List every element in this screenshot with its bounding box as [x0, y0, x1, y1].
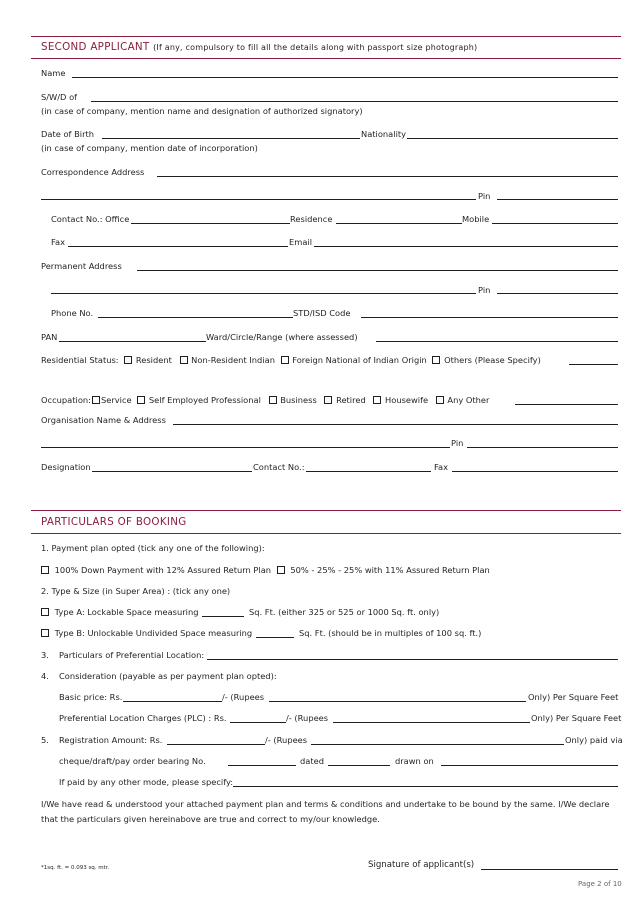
permanent-field-2[interactable]: [51, 293, 476, 294]
occ-opt-business: Business: [280, 395, 317, 405]
contact-no-field[interactable]: [306, 471, 431, 472]
type-b-note: Sq. Ft. (should be in multiples of 100 sq. ft.): [299, 628, 482, 638]
residential-status-row: [41, 355, 541, 366]
designation-field[interactable]: [92, 471, 252, 472]
booking-item-2: 2. Type & Size (in Super Area) : (tick any one): [41, 586, 231, 596]
checkbox-type-a[interactable]: [41, 608, 49, 616]
basic-rupees-label: /- (Rupees: [222, 692, 265, 702]
section-bottom-rule: [31, 58, 621, 59]
plc-field[interactable]: [230, 722, 286, 723]
page-number: Page 2 of 10: [578, 880, 622, 888]
booking-top-rule: [31, 510, 621, 511]
type-b-size-field[interactable]: [256, 637, 294, 638]
basic-rupees-words-field[interactable]: [269, 701, 526, 702]
mobile-label: Mobile: [462, 214, 490, 224]
ward-label: Ward/Circle/Range (where assessed): [206, 332, 358, 342]
checkbox-housewife[interactable]: [373, 396, 381, 404]
correspondence-pin-field[interactable]: [497, 199, 618, 200]
res-opt-others: Others (Please Specify): [444, 355, 541, 365]
type-b-row: [41, 628, 252, 639]
res-opt-foreign: Foreign National of Indian Origin: [292, 355, 427, 365]
plc-rupees-label: /- (Rupees: [286, 713, 329, 723]
plc-label: Preferential Location Charges (PLC) : Rs.: [59, 713, 227, 723]
type-a-label: Type A: Lockable Space measuring: [54, 607, 199, 617]
occ-opt-retired: Retired: [336, 395, 366, 405]
section-top-rule: [31, 36, 621, 37]
type-a-note: Sq. Ft. (either 325 or 525 or 1000 Sq. ft. only): [249, 607, 440, 617]
occupation-other-field[interactable]: [515, 404, 618, 405]
checkbox-service[interactable]: [92, 396, 100, 404]
reg-amount-label: Registration Amount: Rs.: [59, 735, 163, 745]
reg-rupees-label: /- (Rupees: [265, 735, 308, 745]
correspondence-field-2[interactable]: [41, 199, 476, 200]
plan-100-label: 100% Down Payment with 12% Assured Return Plan: [54, 565, 272, 575]
pin-label-2: Pin: [478, 285, 491, 295]
org-address-field-1[interactable]: [173, 424, 618, 425]
res-opt-nri: Non-Resident Indian: [191, 355, 275, 365]
contact-office-field[interactable]: [131, 223, 290, 224]
basic-only-psf: Only) Per Square Feet: [528, 692, 619, 702]
section-title-text: SECOND APPLICANT: [41, 41, 150, 53]
checkbox-foreign-national[interactable]: [281, 356, 289, 364]
type-a-row: [41, 607, 198, 618]
cheque-no-field[interactable]: [228, 765, 296, 766]
occupation-row: [41, 395, 489, 406]
type-a-size-field[interactable]: [202, 616, 244, 617]
drawn-on-field[interactable]: [441, 765, 618, 766]
occ-opt-service: Service: [100, 395, 132, 405]
item-4-number: 4.: [41, 671, 49, 681]
mobile-field[interactable]: [492, 223, 618, 224]
fax-field[interactable]: [68, 246, 288, 247]
checkbox-plan-50[interactable]: [277, 566, 285, 574]
checkbox-self-employed[interactable]: [137, 396, 145, 404]
reg-rupees-words-field[interactable]: [311, 744, 564, 745]
item-3-label: Particulars of Preferential Location:: [59, 650, 205, 660]
nationality-field[interactable]: [407, 138, 618, 139]
nationality-label: Nationality: [361, 129, 407, 139]
plc-only-psf: Only) Per Square Feet: [531, 713, 622, 723]
org-address-field-2[interactable]: [41, 447, 450, 448]
checkbox-plan-100[interactable]: [41, 566, 49, 574]
other-mode-label: If paid by any other mode, please specify:: [59, 777, 234, 787]
std-field[interactable]: [361, 317, 618, 318]
contact-no-label: Contact No.:: [253, 462, 305, 472]
conversion-note: *1sq. ft. = 0.093 sq. mtr.: [41, 865, 110, 871]
contact-office-label: Contact No.: Office: [51, 214, 130, 224]
fax2-field[interactable]: [452, 471, 618, 472]
phone-field[interactable]: [98, 317, 293, 318]
type-b-label: Type B: Unlockable Undivided Space measuring: [54, 628, 253, 638]
pan-field[interactable]: [59, 341, 206, 342]
other-mode-field[interactable]: [233, 786, 618, 787]
pan-label: PAN: [41, 332, 58, 342]
section-subtitle: (If any, compulsory to fill all the details along with passport size photograph): [153, 43, 478, 52]
correspondence-field-1[interactable]: [157, 176, 618, 177]
basic-price-label: Basic price: Rs.: [59, 692, 123, 702]
booking-item-1: 1. Payment plan opted (tick any one of the following):: [41, 543, 265, 553]
item-3-number: 3.: [41, 650, 49, 660]
permanent-label: Permanent Address: [41, 261, 122, 271]
checkbox-any-other[interactable]: [436, 396, 444, 404]
payment-plan-row: [41, 565, 490, 576]
cheque-label: cheque/draft/pay order bearing No.: [59, 756, 206, 766]
booking-bottom-rule: [31, 533, 621, 534]
company-note: (in case of company, mention name and designation of authorized signatory): [41, 106, 363, 116]
plan-50-label: 50% - 25% - 25% with 11% Assured Return Plan: [290, 565, 490, 575]
res-status-label: Residential Status:: [41, 355, 119, 365]
residence-field[interactable]: [336, 223, 462, 224]
dob-note: (in case of company, mention date of incorporation): [41, 143, 258, 153]
checkbox-resident[interactable]: [124, 356, 132, 364]
designation-label: Designation: [41, 462, 91, 472]
reg-amount-field[interactable]: [167, 744, 265, 745]
email-field[interactable]: [314, 246, 618, 247]
org-address-label: Organisation Name & Address: [41, 415, 166, 425]
email-label: Email: [289, 237, 313, 247]
declaration-line-2: that the particulars given hereinabove are true and correct to my/our knowledge.: [41, 814, 380, 824]
res-opt-resident: Resident: [135, 355, 172, 365]
std-label: STD/ISD Code: [293, 308, 351, 318]
checkbox-business[interactable]: [269, 396, 277, 404]
occ-opt-self-employed: Self Employed Professional: [148, 395, 261, 405]
phone-label: Phone No.: [51, 308, 94, 318]
pin-label: Pin: [478, 191, 491, 201]
permanent-pin-field[interactable]: [497, 293, 618, 294]
occ-opt-any-other: Any Other: [447, 395, 490, 405]
item-4-label: Consideration (payable as per payment plan opted):: [59, 671, 277, 681]
correspondence-label: Correspondence Address: [41, 167, 145, 177]
checkbox-type-b[interactable]: [41, 629, 49, 637]
section-title-booking: PARTICULARS OF BOOKING: [41, 516, 187, 528]
occupation-label: Occupation:: [41, 395, 91, 405]
plc-rupees-words-field[interactable]: [333, 722, 530, 723]
permanent-field-1[interactable]: [137, 270, 618, 271]
section-title-second-applicant: [41, 41, 477, 53]
fax-label: Fax: [51, 237, 66, 247]
item-5-number: 5.: [41, 735, 49, 745]
pin-label-3: Pin: [451, 438, 464, 448]
declaration-line-1: I/We have read & understood your attached payment plan and terms & conditions and undertake to be bound by the same. I/We declare: [41, 799, 610, 809]
basic-price-field[interactable]: [123, 701, 222, 702]
name-label: Name: [41, 68, 66, 78]
name-field[interactable]: [72, 77, 618, 78]
dob-field[interactable]: [102, 138, 360, 139]
ward-field[interactable]: [376, 341, 618, 342]
fax2-label: Fax: [434, 462, 449, 472]
residence-label: Residence: [290, 214, 333, 224]
dated-label: dated: [300, 756, 324, 766]
signature-label: Signature of applicant(s): [368, 860, 475, 870]
checkbox-others[interactable]: [432, 356, 440, 364]
res-others-field[interactable]: [569, 364, 618, 365]
swd-field[interactable]: [91, 101, 618, 102]
occ-opt-housewife: Housewife: [385, 395, 429, 405]
reg-only-paid: Only) paid via: [565, 735, 623, 745]
signature-field[interactable]: [481, 869, 618, 870]
dob-label: Date of Birth: [41, 129, 95, 139]
org-pin-field[interactable]: [467, 447, 618, 448]
drawn-on-label: drawn on: [395, 756, 434, 766]
checkbox-nri[interactable]: [180, 356, 188, 364]
preferential-location-field[interactable]: [207, 659, 618, 660]
dated-field[interactable]: [328, 765, 390, 766]
swd-label: S/W/D of: [41, 92, 78, 102]
checkbox-retired[interactable]: [324, 396, 332, 404]
